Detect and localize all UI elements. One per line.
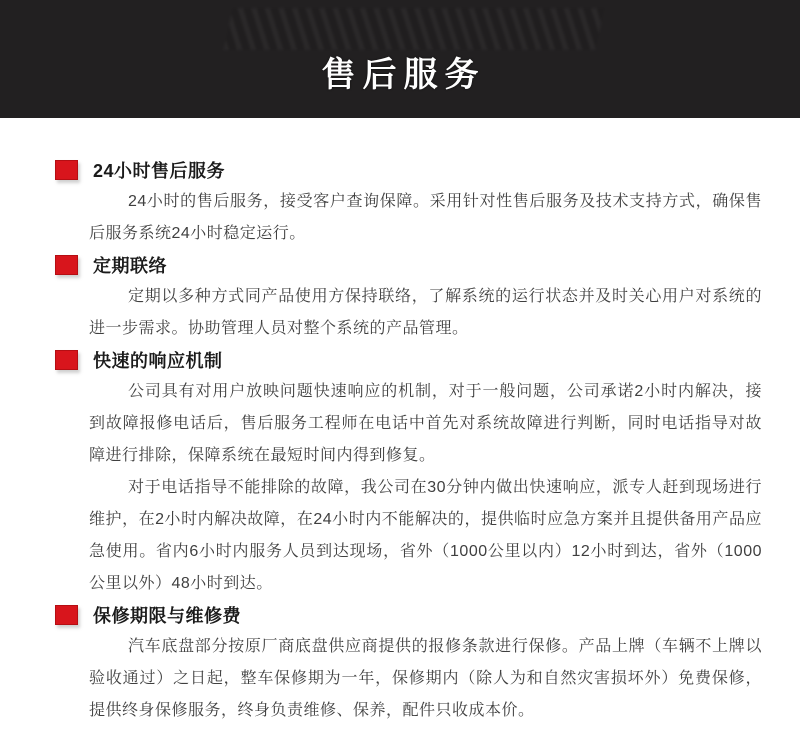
watermark-smudge [224, 8, 605, 50]
section-warranty-fees [55, 603, 762, 727]
red-square-bullet-icon [55, 255, 78, 275]
red-square-bullet-icon [55, 160, 78, 180]
section-heading: 快速的响应机制 [93, 351, 223, 371]
section-regular-contact [55, 253, 762, 345]
section-paragraph: 定期以多种方式同产品使用方保持联络，了解系统的运行状态并及时关心用户对系统的进一步需求。协助管理人员对整个系统的产品管理。 [89, 288, 762, 337]
section-paragraph: 公司具有对用户放映问题快速响应的机制，对于一般问题，公司承诺2小时内解决，接到故障报修电话后，售后服务工程师在电话中首先对系统故障进行判断，同时电话指导对故障进行排除，保障系统在最短时间内得到修复。 [89, 383, 762, 464]
section-paragraph: 对于电话指导不能排除的故障，我公司在30分钟内做出快速响应，派专人赶到现场进行维护，在2小时内解决故障，在24小时内不能解决的，提供临时应急方案并且提供备用产品应急使用。省内6小时内服务人员到达现场，省外（1000公里以内）12小时到达，省外（1000公里以外）48小时到达。 [89, 479, 762, 592]
section-24h-service [55, 158, 762, 250]
section-rapid-response [55, 348, 762, 600]
red-square-bullet-icon [55, 350, 78, 370]
section-heading-row [55, 158, 762, 182]
section-heading-row [55, 603, 762, 627]
section-heading-row [55, 348, 762, 372]
content-area [0, 118, 800, 727]
section-heading: 24小时售后服务 [93, 161, 226, 181]
section-paragraph: 汽车底盘部分按原厂商底盘供应商提供的报修条款进行保修。产品上牌（车辆不上牌以验收通过）之日起，整车保修期为一年，保修期内（除人为和自然灾害损坏外）免费保修，提供终身保修服务，终身负责维修、保养，配件只收成本价。 [89, 638, 762, 719]
page-title: 售后服务 [321, 56, 486, 94]
header-banner [0, 0, 800, 118]
section-paragraph: 24小时的售后服务，接受客户查询保障。采用针对性售后服务及技术支持方式，确保售后服务系统24小时稳定运行。 [89, 193, 762, 242]
red-square-bullet-icon [55, 605, 78, 625]
section-heading-row [55, 253, 762, 277]
section-heading: 定期联络 [93, 256, 167, 276]
section-heading: 保修期限与维修费 [93, 606, 241, 626]
